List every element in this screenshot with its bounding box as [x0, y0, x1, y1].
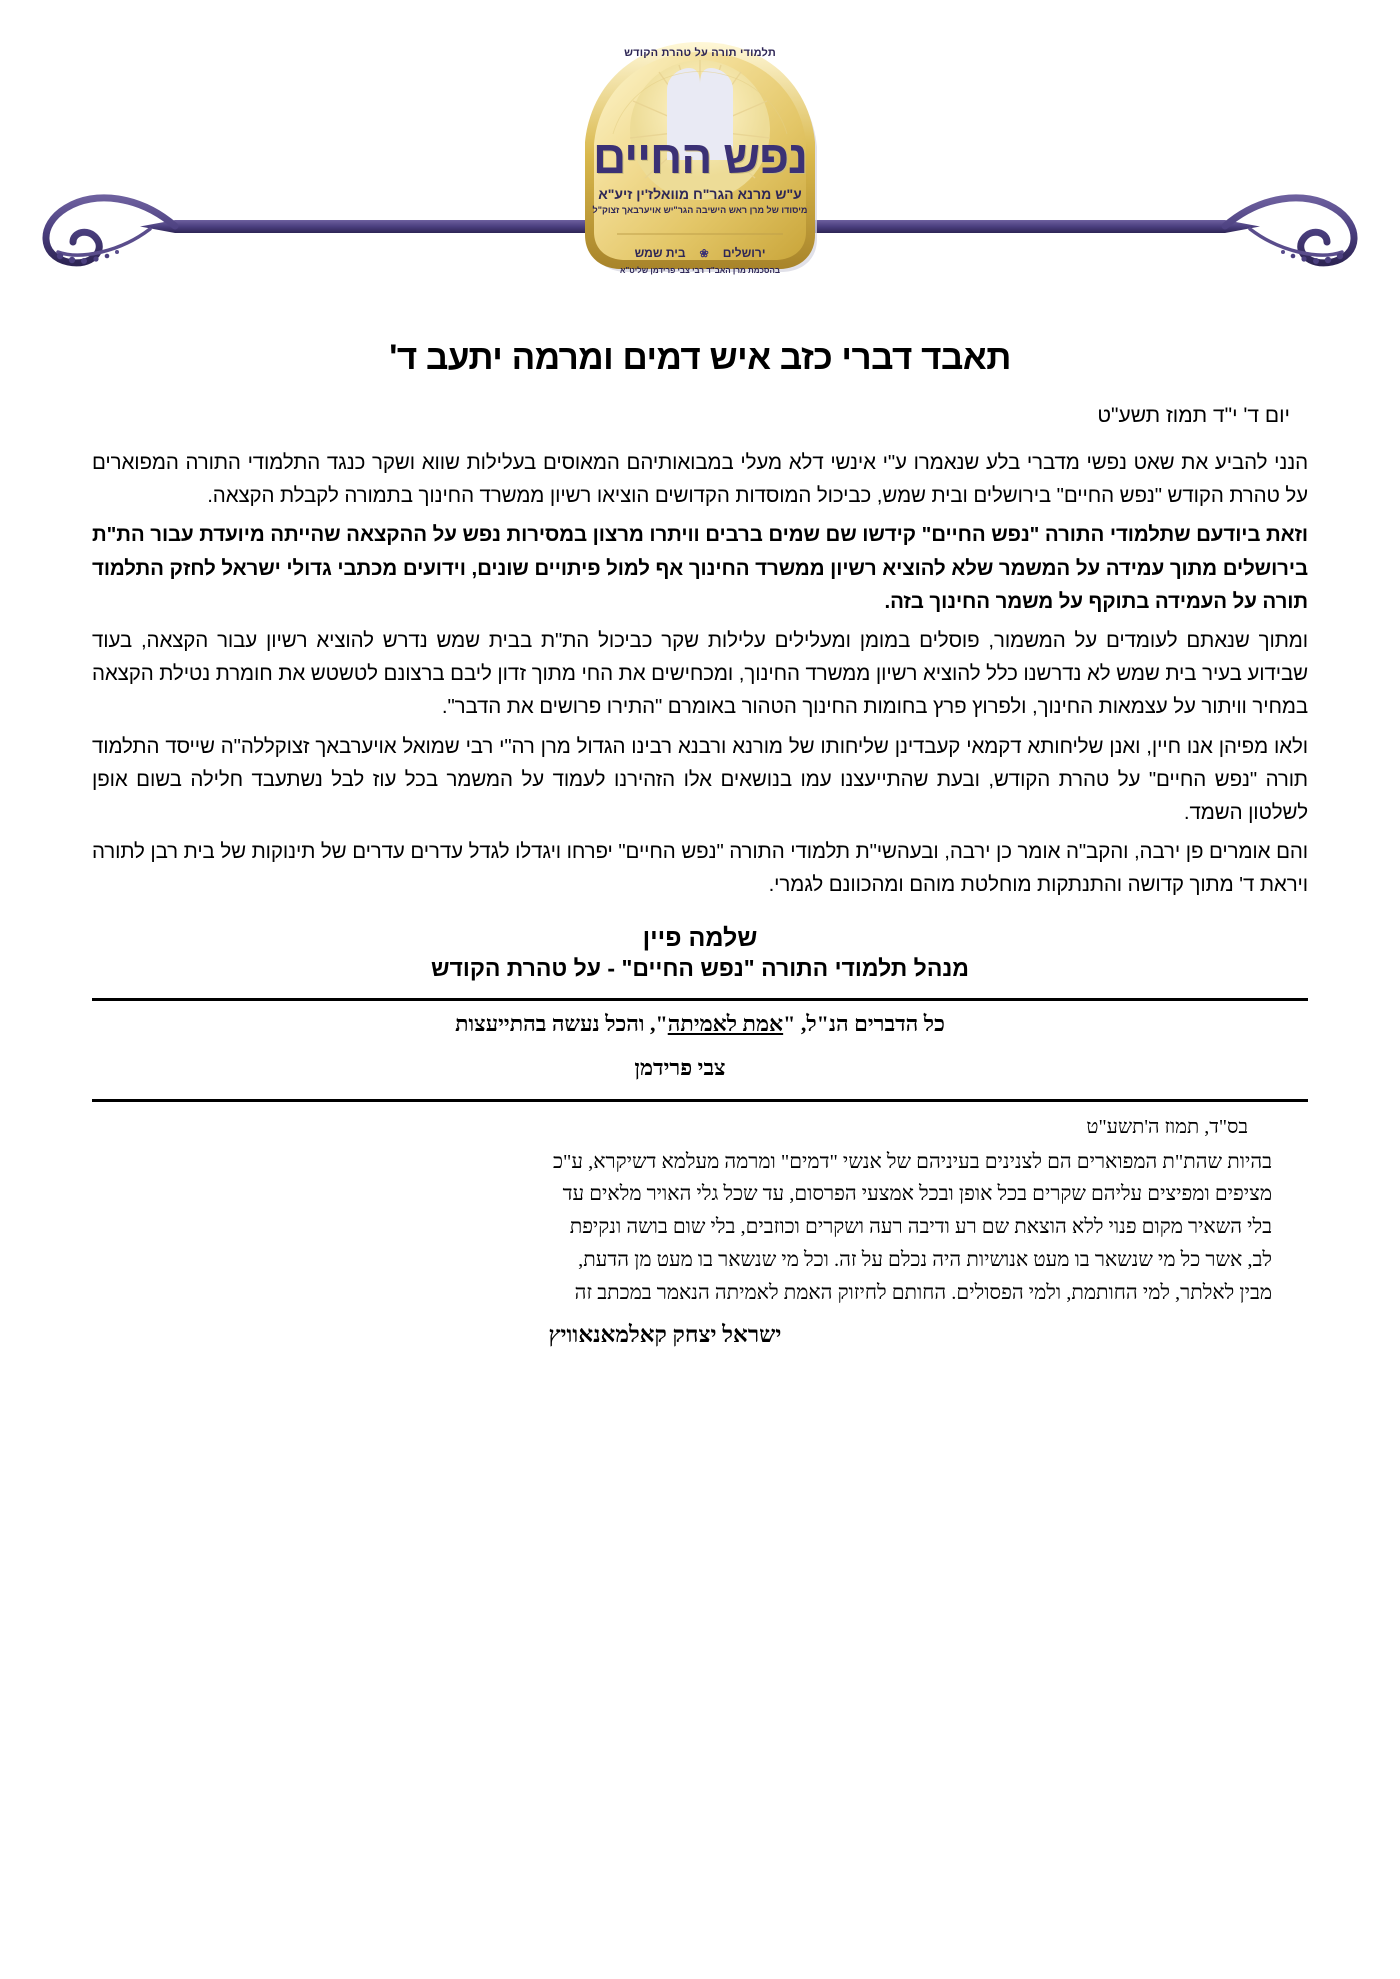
document-date: יום ד' י"ד תמוז תשע"ט — [1097, 404, 1290, 427]
letterhead — [0, 0, 1400, 320]
paragraph-1: הנני להביע את שאט נפשי מדברי בלע שנאמרו ע"י אינשי דלא מעלי במבואותיהם המאוסים בעלילות שווא ושקר כנגד התלמודי התורה המפוארים על טהרת הקודש "נפש החיים" בירושלים ובית שמש, כביכול המוסדות הקדושים הוציאו רשיון ממשרד החינוך בתמורה לקבלת הקצאה. — [92, 451, 1308, 508]
crest-city-jerusalem: ירושלים — [722, 246, 766, 260]
crest-cities-row — [560, 246, 840, 260]
signature-block — [92, 924, 1308, 982]
signature-role: מנהל תלמודי התורה "נפש החיים" - על טהרת הקודש — [430, 954, 969, 981]
attestation-prefix: כל הדברים הנ"ל, " — [783, 1010, 945, 1036]
paragraph-4: ולאו מפיהן אנו חיין, ואנן שליחותא דקמאי קעבדינן שליחותו של מורנא ורבנא רבינו הגדול מרן רה"י רבי שמואל אויערבאך זצוקללה"ה שייסד התלמוד תורה "נפש החיים" על טהרת הקודש, ובעת שהתייעצנו עמו בנושאים אלו הזהירנו לעמוד על המשמר בכל עוז לבל נשתעבד חלילה בשום אופן לשלטון השמד. — [92, 734, 1308, 825]
paragraph-3: ומתוך שנאתם לעומדים על המשמור, פוסלים במומן ומעלילים עלילות שקר כביכול הת"ת בבית שמש נדרש להוציא רשיון עבור הקצאה, בעוד שבידוע בעיר בית שמש לא נדרשנו כלל להוציא רשיון ממשרד החינוך, ומכחישים את החי מתוך זדון ליבם ברצונם לטשטש את חומרת נטילת הקצאה במחיר וויתור על עצמאות החינוך, ולפרוץ פרץ בחומות החינוך הטהור באומרם "התירו פרושים את הדבר". — [92, 629, 1308, 719]
attestation-signer: צבי פרידמן — [634, 1054, 726, 1080]
footer-paragraph-4: לב, אשר כל מי שנשאר בו מעט אנושיות היה נכלם על זה. וכל מי שנשאר בו מעט מן הדעת, — [578, 1248, 1272, 1271]
footer-paragraph-5: מבין לאלתר, למי החותמת, ולמי הפסולים. החותם לחיזוק האמת לאמיתה הנאמר במכתב זה — [574, 1281, 1272, 1304]
crest-subtitle-primary: ע"ש מרנא הגר"ח מוואלז'ין זיע"א — [598, 186, 802, 202]
footer-paragraph-1: בהיות שהת"ת המפוארים הם לצנינים בעיניהם של אנשי "דמים" ומרמה מעלמא דשיקרא, ע"כ — [552, 1150, 1272, 1173]
divider-top — [92, 998, 1308, 1001]
footer-paragraph-2: מציפים ומפיצים עליהם שקרים בכל אופן ובכל אמצעי הפרסום, עד שכל גלי האויר מלאים עד — [562, 1183, 1272, 1206]
paragraph-2: וזאת ביודעם שתלמודי התורה "נפש החיים" קידשו שם שמים ברבים וויתרו מרצון במסירות נפש על ההקצאה שהייתה מיועדת עבור הת"ת בירושלים מתוך עמידה על המשמר שלא להוציא רשיון ממשרד החינוך אף למול פיתויים שונים, וידועים מכתבי גדולי ישראל לחזק התלמוד תורה על העמידה בתוקף על משמר החינוך בזה. — [92, 523, 1308, 613]
crest-organization-name: נפש החיים — [593, 131, 807, 183]
attestation-line — [92, 1011, 1308, 1037]
footer-paragraph-3: בלי השאיר מקום פנוי ללא הוצאת שם רע ודיבה רעה ושקרים וכוזבים, בלי שום בושה ונקיפת — [569, 1216, 1272, 1239]
footer-signer: ישראל יצחק קאלמאנאוויץ — [548, 1322, 782, 1348]
crest-arc-text: תלמודי תורה על טהרת הקודש — [624, 47, 776, 59]
crest-subtitle-secondary: מיסודו של מרן ראש הישיבה הגר"יש אויערבאך זצוק"ל — [592, 205, 808, 215]
document-body — [0, 338, 1400, 1348]
signature-name: שלמה פיין — [642, 923, 758, 952]
divider-bottom — [92, 1099, 1308, 1102]
attestation-suffix: ", והכל נעשה בהתייעצות — [455, 1010, 668, 1036]
paragraph-5: והם אומרים פן ירבה, והקב"ה אומר כן ירבה, ובעהשי"ת תלמודי התורה "נפש החיים" יפרחו ויגדלו לגדל עדרים עדרים של תינוקות של בית רבן לתורה ויראת ד' מתוך קדושה והתנתקות מוחלטת מוהם ומהכוונם לגמרי. — [92, 840, 1308, 897]
page-title: תאבד דברי כזב איש דמים ומרמה יתעב ד' — [389, 338, 1011, 377]
crest-approval-line: בהסכמת מרן האב"ד רבי צבי פרידמן שליט"א — [620, 266, 780, 275]
footer-date: בס"ד, תמוז ה'תשע"ט — [1086, 1115, 1248, 1138]
footer-section — [92, 1116, 1308, 1349]
attestation-emphasis: אמת לאמיתה — [667, 1010, 784, 1036]
flower-icon: ❀ — [699, 247, 709, 260]
crest-city-beit-shemesh: בית שמש — [634, 246, 686, 260]
